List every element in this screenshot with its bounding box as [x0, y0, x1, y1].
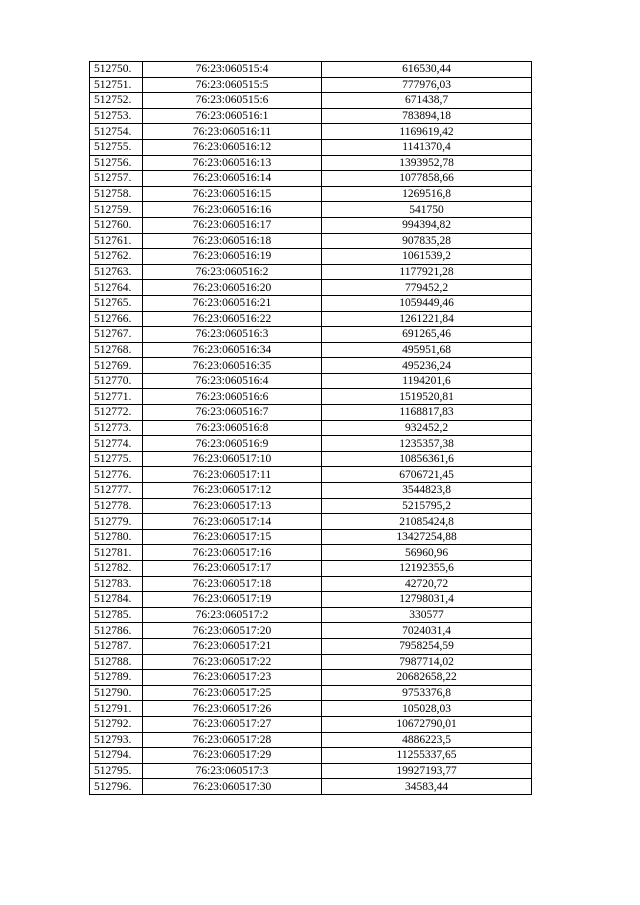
table-row — [90, 202, 532, 218]
cadastral-number-cell: 76:23:060516:21 — [143, 295, 322, 311]
cadastral-number-cell: 76:23:060517:21 — [143, 638, 322, 654]
value-cell: 12798031,4 — [322, 592, 532, 608]
table-row — [90, 93, 532, 109]
row-number-cell: 512795. — [90, 763, 143, 779]
value-cell: 1077858,66 — [322, 171, 532, 187]
cadastral-number-cell: 76:23:060517:3 — [143, 763, 322, 779]
value-cell: 541750 — [322, 202, 532, 218]
table-row — [90, 670, 532, 686]
value-cell: 330577 — [322, 607, 532, 623]
value-cell: 7958254,59 — [322, 638, 532, 654]
table-row — [90, 108, 532, 124]
row-number-cell: 512785. — [90, 607, 143, 623]
cadastral-number-cell: 76:23:060516:20 — [143, 280, 322, 296]
row-number-cell: 512757. — [90, 171, 143, 187]
table-row — [90, 405, 532, 421]
cadastral-number-cell: 76:23:060516:35 — [143, 358, 322, 374]
cadastral-number-cell: 76:23:060517:14 — [143, 514, 322, 530]
value-cell: 994394,82 — [322, 217, 532, 233]
value-cell: 907835,28 — [322, 233, 532, 249]
registry-table — [89, 61, 532, 795]
cadastral-number-cell: 76:23:060516:12 — [143, 139, 322, 155]
table-row — [90, 155, 532, 171]
cadastral-number-cell: 76:23:060516:9 — [143, 436, 322, 452]
row-number-cell: 512776. — [90, 467, 143, 483]
value-cell: 56960,96 — [322, 545, 532, 561]
cadastral-number-cell: 76:23:060517:26 — [143, 701, 322, 717]
row-number-cell: 512782. — [90, 561, 143, 577]
row-number-cell: 512755. — [90, 139, 143, 155]
value-cell: 616530,44 — [322, 62, 532, 78]
cadastral-number-cell: 76:23:060517:12 — [143, 483, 322, 499]
row-number-cell: 512756. — [90, 155, 143, 171]
cadastral-number-cell: 76:23:060517:23 — [143, 670, 322, 686]
table-row — [90, 748, 532, 764]
value-cell: 13427254,88 — [322, 529, 532, 545]
table-row — [90, 389, 532, 405]
value-cell: 1141370,4 — [322, 139, 532, 155]
table-row — [90, 561, 532, 577]
table-row — [90, 763, 532, 779]
cadastral-number-cell: 76:23:060516:2 — [143, 264, 322, 280]
table-row — [90, 498, 532, 514]
row-number-cell: 512772. — [90, 405, 143, 421]
row-number-cell: 512777. — [90, 483, 143, 499]
table-row — [90, 249, 532, 265]
value-cell: 1194201,6 — [322, 373, 532, 389]
row-number-cell: 512774. — [90, 436, 143, 452]
row-number-cell: 512786. — [90, 623, 143, 639]
value-cell: 19927193,77 — [322, 763, 532, 779]
cadastral-number-cell: 76:23:060516:13 — [143, 155, 322, 171]
row-number-cell: 512768. — [90, 342, 143, 358]
value-cell: 1519520,81 — [322, 389, 532, 405]
value-cell: 42720,72 — [322, 576, 532, 592]
table-row — [90, 732, 532, 748]
cadastral-number-cell: 76:23:060517:15 — [143, 529, 322, 545]
value-cell: 10672790,01 — [322, 716, 532, 732]
value-cell: 671438,7 — [322, 93, 532, 109]
cadastral-number-cell: 76:23:060517:29 — [143, 748, 322, 764]
row-number-cell: 512769. — [90, 358, 143, 374]
value-cell: 10856361,6 — [322, 451, 532, 467]
table-row — [90, 373, 532, 389]
table-row — [90, 529, 532, 545]
table-row — [90, 139, 532, 155]
table-row — [90, 779, 532, 795]
cadastral-number-cell: 76:23:060516:7 — [143, 405, 322, 421]
cadastral-number-cell: 76:23:060516:19 — [143, 249, 322, 265]
table-row — [90, 514, 532, 530]
value-cell: 7024031,4 — [322, 623, 532, 639]
table-row — [90, 186, 532, 202]
cadastral-number-cell: 76:23:060516:14 — [143, 171, 322, 187]
table-row — [90, 701, 532, 717]
cadastral-number-cell: 76:23:060517:27 — [143, 716, 322, 732]
value-cell: 1177921,28 — [322, 264, 532, 280]
row-number-cell: 512793. — [90, 732, 143, 748]
table-row — [90, 607, 532, 623]
row-number-cell: 512775. — [90, 451, 143, 467]
table-row — [90, 451, 532, 467]
row-number-cell: 512765. — [90, 295, 143, 311]
row-number-cell: 512760. — [90, 217, 143, 233]
table-row — [90, 436, 532, 452]
cadastral-number-cell: 76:23:060516:1 — [143, 108, 322, 124]
value-cell: 1168817,83 — [322, 405, 532, 421]
value-cell: 1393952,78 — [322, 155, 532, 171]
table-row — [90, 233, 532, 249]
cadastral-number-cell: 76:23:060517:17 — [143, 561, 322, 577]
row-number-cell: 512753. — [90, 108, 143, 124]
row-number-cell: 512750. — [90, 62, 143, 78]
value-cell: 1169619,42 — [322, 124, 532, 140]
value-cell: 691265,46 — [322, 327, 532, 343]
cadastral-number-cell: 76:23:060517:19 — [143, 592, 322, 608]
cadastral-number-cell: 76:23:060516:34 — [143, 342, 322, 358]
cadastral-number-cell: 76:23:060516:18 — [143, 233, 322, 249]
table-row — [90, 716, 532, 732]
table-row — [90, 280, 532, 296]
value-cell: 1235357,38 — [322, 436, 532, 452]
table-row — [90, 576, 532, 592]
cadastral-number-cell: 76:23:060517:11 — [143, 467, 322, 483]
table-row — [90, 342, 532, 358]
value-cell: 20682658,22 — [322, 670, 532, 686]
row-number-cell: 512779. — [90, 514, 143, 530]
table-row — [90, 311, 532, 327]
value-cell: 7987714,02 — [322, 654, 532, 670]
table-row — [90, 264, 532, 280]
table-row — [90, 62, 532, 78]
value-cell: 34583,44 — [322, 779, 532, 795]
value-cell: 1269516,8 — [322, 186, 532, 202]
cadastral-number-cell: 76:23:060516:4 — [143, 373, 322, 389]
row-number-cell: 512796. — [90, 779, 143, 795]
table-row — [90, 592, 532, 608]
value-cell: 21085424,8 — [322, 514, 532, 530]
value-cell: 495951,68 — [322, 342, 532, 358]
row-number-cell: 512788. — [90, 654, 143, 670]
table-row — [90, 327, 532, 343]
cadastral-number-cell: 76:23:060517:30 — [143, 779, 322, 795]
row-number-cell: 512762. — [90, 249, 143, 265]
cadastral-number-cell: 76:23:060516:15 — [143, 186, 322, 202]
value-cell: 777976,03 — [322, 77, 532, 93]
row-number-cell: 512792. — [90, 716, 143, 732]
cadastral-number-cell: 76:23:060515:6 — [143, 93, 322, 109]
table-row — [90, 623, 532, 639]
row-number-cell: 512751. — [90, 77, 143, 93]
table-row — [90, 467, 532, 483]
row-number-cell: 512752. — [90, 93, 143, 109]
cadastral-number-cell: 76:23:060517:13 — [143, 498, 322, 514]
value-cell: 495236,24 — [322, 358, 532, 374]
table-row — [90, 124, 532, 140]
row-number-cell: 512761. — [90, 233, 143, 249]
cadastral-number-cell: 76:23:060517:20 — [143, 623, 322, 639]
row-number-cell: 512770. — [90, 373, 143, 389]
row-number-cell: 512773. — [90, 420, 143, 436]
value-cell: 6706721,45 — [322, 467, 532, 483]
row-number-cell: 512754. — [90, 124, 143, 140]
cadastral-number-cell: 76:23:060517:22 — [143, 654, 322, 670]
value-cell: 932452,2 — [322, 420, 532, 436]
table-row — [90, 685, 532, 701]
value-cell: 4886223,5 — [322, 732, 532, 748]
table-row — [90, 217, 532, 233]
table-row — [90, 358, 532, 374]
value-cell: 783894,18 — [322, 108, 532, 124]
table-row — [90, 171, 532, 187]
value-cell: 1059449,46 — [322, 295, 532, 311]
row-number-cell: 512789. — [90, 670, 143, 686]
value-cell: 9753376,8 — [322, 685, 532, 701]
cadastral-number-cell: 76:23:060517:10 — [143, 451, 322, 467]
table-row — [90, 77, 532, 93]
row-number-cell: 512758. — [90, 186, 143, 202]
cadastral-number-cell: 76:23:060517:25 — [143, 685, 322, 701]
row-number-cell: 512781. — [90, 545, 143, 561]
row-number-cell: 512790. — [90, 685, 143, 701]
row-number-cell: 512783. — [90, 576, 143, 592]
row-number-cell: 512778. — [90, 498, 143, 514]
row-number-cell: 512763. — [90, 264, 143, 280]
registry-table-body — [90, 62, 532, 795]
cadastral-number-cell: 76:23:060516:6 — [143, 389, 322, 405]
value-cell: 12192355,6 — [322, 561, 532, 577]
cadastral-number-cell: 76:23:060516:16 — [143, 202, 322, 218]
row-number-cell: 512764. — [90, 280, 143, 296]
cadastral-number-cell: 76:23:060517:18 — [143, 576, 322, 592]
value-cell: 5215795,2 — [322, 498, 532, 514]
cadastral-number-cell: 76:23:060516:11 — [143, 124, 322, 140]
row-number-cell: 512787. — [90, 638, 143, 654]
row-number-cell: 512766. — [90, 311, 143, 327]
row-number-cell: 512784. — [90, 592, 143, 608]
cadastral-number-cell: 76:23:060515:5 — [143, 77, 322, 93]
value-cell: 105028,03 — [322, 701, 532, 717]
row-number-cell: 512780. — [90, 529, 143, 545]
table-row — [90, 638, 532, 654]
cadastral-number-cell: 76:23:060516:8 — [143, 420, 322, 436]
cadastral-number-cell: 76:23:060516:17 — [143, 217, 322, 233]
table-row — [90, 420, 532, 436]
value-cell: 3544823,8 — [322, 483, 532, 499]
value-cell: 11255337,65 — [322, 748, 532, 764]
table-row — [90, 483, 532, 499]
row-number-cell: 512771. — [90, 389, 143, 405]
cadastral-number-cell: 76:23:060517:16 — [143, 545, 322, 561]
row-number-cell: 512791. — [90, 701, 143, 717]
cadastral-number-cell: 76:23:060517:2 — [143, 607, 322, 623]
row-number-cell: 512794. — [90, 748, 143, 764]
table-row — [90, 654, 532, 670]
row-number-cell: 512759. — [90, 202, 143, 218]
value-cell: 1061539,2 — [322, 249, 532, 265]
cadastral-number-cell: 76:23:060516:3 — [143, 327, 322, 343]
cadastral-number-cell: 76:23:060515:4 — [143, 62, 322, 78]
cadastral-number-cell: 76:23:060516:22 — [143, 311, 322, 327]
table-row — [90, 545, 532, 561]
table-row — [90, 295, 532, 311]
cadastral-number-cell: 76:23:060517:28 — [143, 732, 322, 748]
value-cell: 779452,2 — [322, 280, 532, 296]
row-number-cell: 512767. — [90, 327, 143, 343]
value-cell: 1261221,84 — [322, 311, 532, 327]
